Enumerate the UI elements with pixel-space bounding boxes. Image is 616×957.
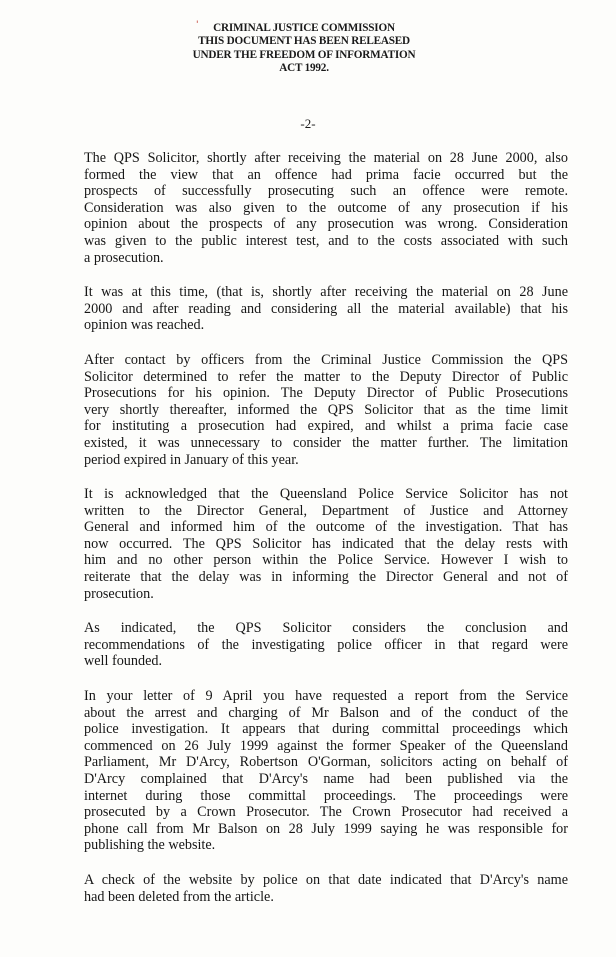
paragraph <box>84 688 568 854</box>
paragraph-line: him and no other person within the Police Service. However I wish to <box>84 552 568 569</box>
paragraph <box>84 486 568 602</box>
paragraph-line: very shortly thereafter, informed the QPS Solicitor that as the time limit <box>84 401 568 418</box>
paragraph-line: It was at this time, (that is, shortly after receiving the material on 28 June <box>84 284 568 301</box>
paragraph <box>84 872 568 905</box>
paragraph-line: well founded. <box>84 653 163 670</box>
paragraph-line: formed the view that an offence had prima facie occurred but the <box>84 166 568 183</box>
paragraph-line: After contact by officers from the Criminal Justice Commission the QPS <box>84 351 568 368</box>
paragraph-line: phone call from Mr Balson on 28 July 1999 saying he was responsible for <box>84 820 568 837</box>
paragraph-line: As indicated, the QPS Solicitor considers the conclusion and <box>84 620 568 637</box>
paragraph-line: prospects of successfully prosecuting such an offence were remote. <box>84 183 568 200</box>
paragraph-line: reiterate that the delay was in informing the Director General and not of <box>84 569 568 586</box>
paragraph-line: existed, it was unnecessary to consider the matter further. The limitation <box>84 434 568 451</box>
paragraph-line: prosecution. <box>84 585 154 602</box>
paragraph-line: Consideration was also given to the outcome of any prosecution if his <box>84 199 568 216</box>
paragraph-line: had been deleted from the article. <box>84 888 274 905</box>
paragraph <box>84 352 568 468</box>
paragraph-line: internet during those committal proceedings. The proceedings were <box>84 787 568 804</box>
paragraph-line: publishing the website. <box>84 837 216 854</box>
paragraph-line: commenced on 26 July 1999 against the former Speaker of the Queensland <box>84 737 568 754</box>
paragraph-line: A check of the website by police on that date indicated that D'Arcy's name <box>84 871 568 888</box>
paragraph-line: period expired in January of this year. <box>84 451 299 468</box>
paragraph-line: opinion was reached. <box>84 317 205 334</box>
paragraph-line: written to the Director General, Department of Justice and Attorney <box>84 502 568 519</box>
paragraph <box>84 150 568 266</box>
stamp-line: CRIMINAL JUSTICE COMMISSION <box>213 22 395 34</box>
paragraph-line: prosecuted by a Crown Prosecutor. The Crown Prosecutor had received a <box>84 804 568 821</box>
paragraph-line: In your letter of 9 April you have requested a report from the Service <box>84 688 568 705</box>
paragraph-line: Parliament, Mr D'Arcy, Robertson O'Gorman, solicitors acting on behalf of <box>84 754 568 771</box>
paragraph-line: 2000 and after reading and considering all the material available) that his <box>84 300 568 317</box>
letter-body <box>84 150 568 923</box>
paragraph-line: recommendations of the investigating police officer in that regard were <box>84 636 568 653</box>
paragraph-line: police investigation. It appears that during committal proceedings which <box>84 721 568 738</box>
paragraph-line: now occurred. The QPS Solicitor has indicated that the delay rests with <box>84 535 568 552</box>
stamp-line: ACT 1992. <box>279 62 329 75</box>
paragraph-line: D'Arcy complained that D'Arcy's name had been published via the <box>84 771 568 787</box>
foi-release-stamp <box>170 22 438 76</box>
paragraph-line: General and informed him of the outcome of the investigation. That has <box>84 519 568 536</box>
paragraph <box>84 284 568 334</box>
paragraph-line: a prosecution. <box>84 249 164 266</box>
paragraph-line: Prosecutions for his opinion. The Deputy Director of Public Prosecutions <box>84 385 568 402</box>
paragraph-line: The QPS Solicitor, shortly after receiving the material on 28 June 2000, also <box>84 150 568 166</box>
page-number: -2- <box>300 116 316 131</box>
paragraph <box>84 620 568 670</box>
paragraph-line: opinion about the prospects of any prosecution was wrong. Consideration <box>84 216 568 233</box>
paragraph-line: about the arrest and charging of Mr Balson and of the conduct of the <box>84 704 568 721</box>
paragraph-line: It is acknowledged that the Queensland Police Service Solicitor has not <box>84 486 568 503</box>
paragraph-line: Solicitor determined to refer the matter to the Deputy Director of Public <box>84 368 568 385</box>
red-ink-mark: ' <box>196 20 199 30</box>
stamp-line: UNDER THE FREEDOM OF INFORMATION <box>192 48 416 61</box>
paragraph-line: was given to the public interest test, and to the costs associated with such <box>84 232 568 249</box>
stamp-line: THIS DOCUMENT HAS BEEN RELEASED <box>198 35 410 48</box>
paragraph-line: for instituting a prosecution had expired, and whilst a prima facie case <box>84 418 568 435</box>
